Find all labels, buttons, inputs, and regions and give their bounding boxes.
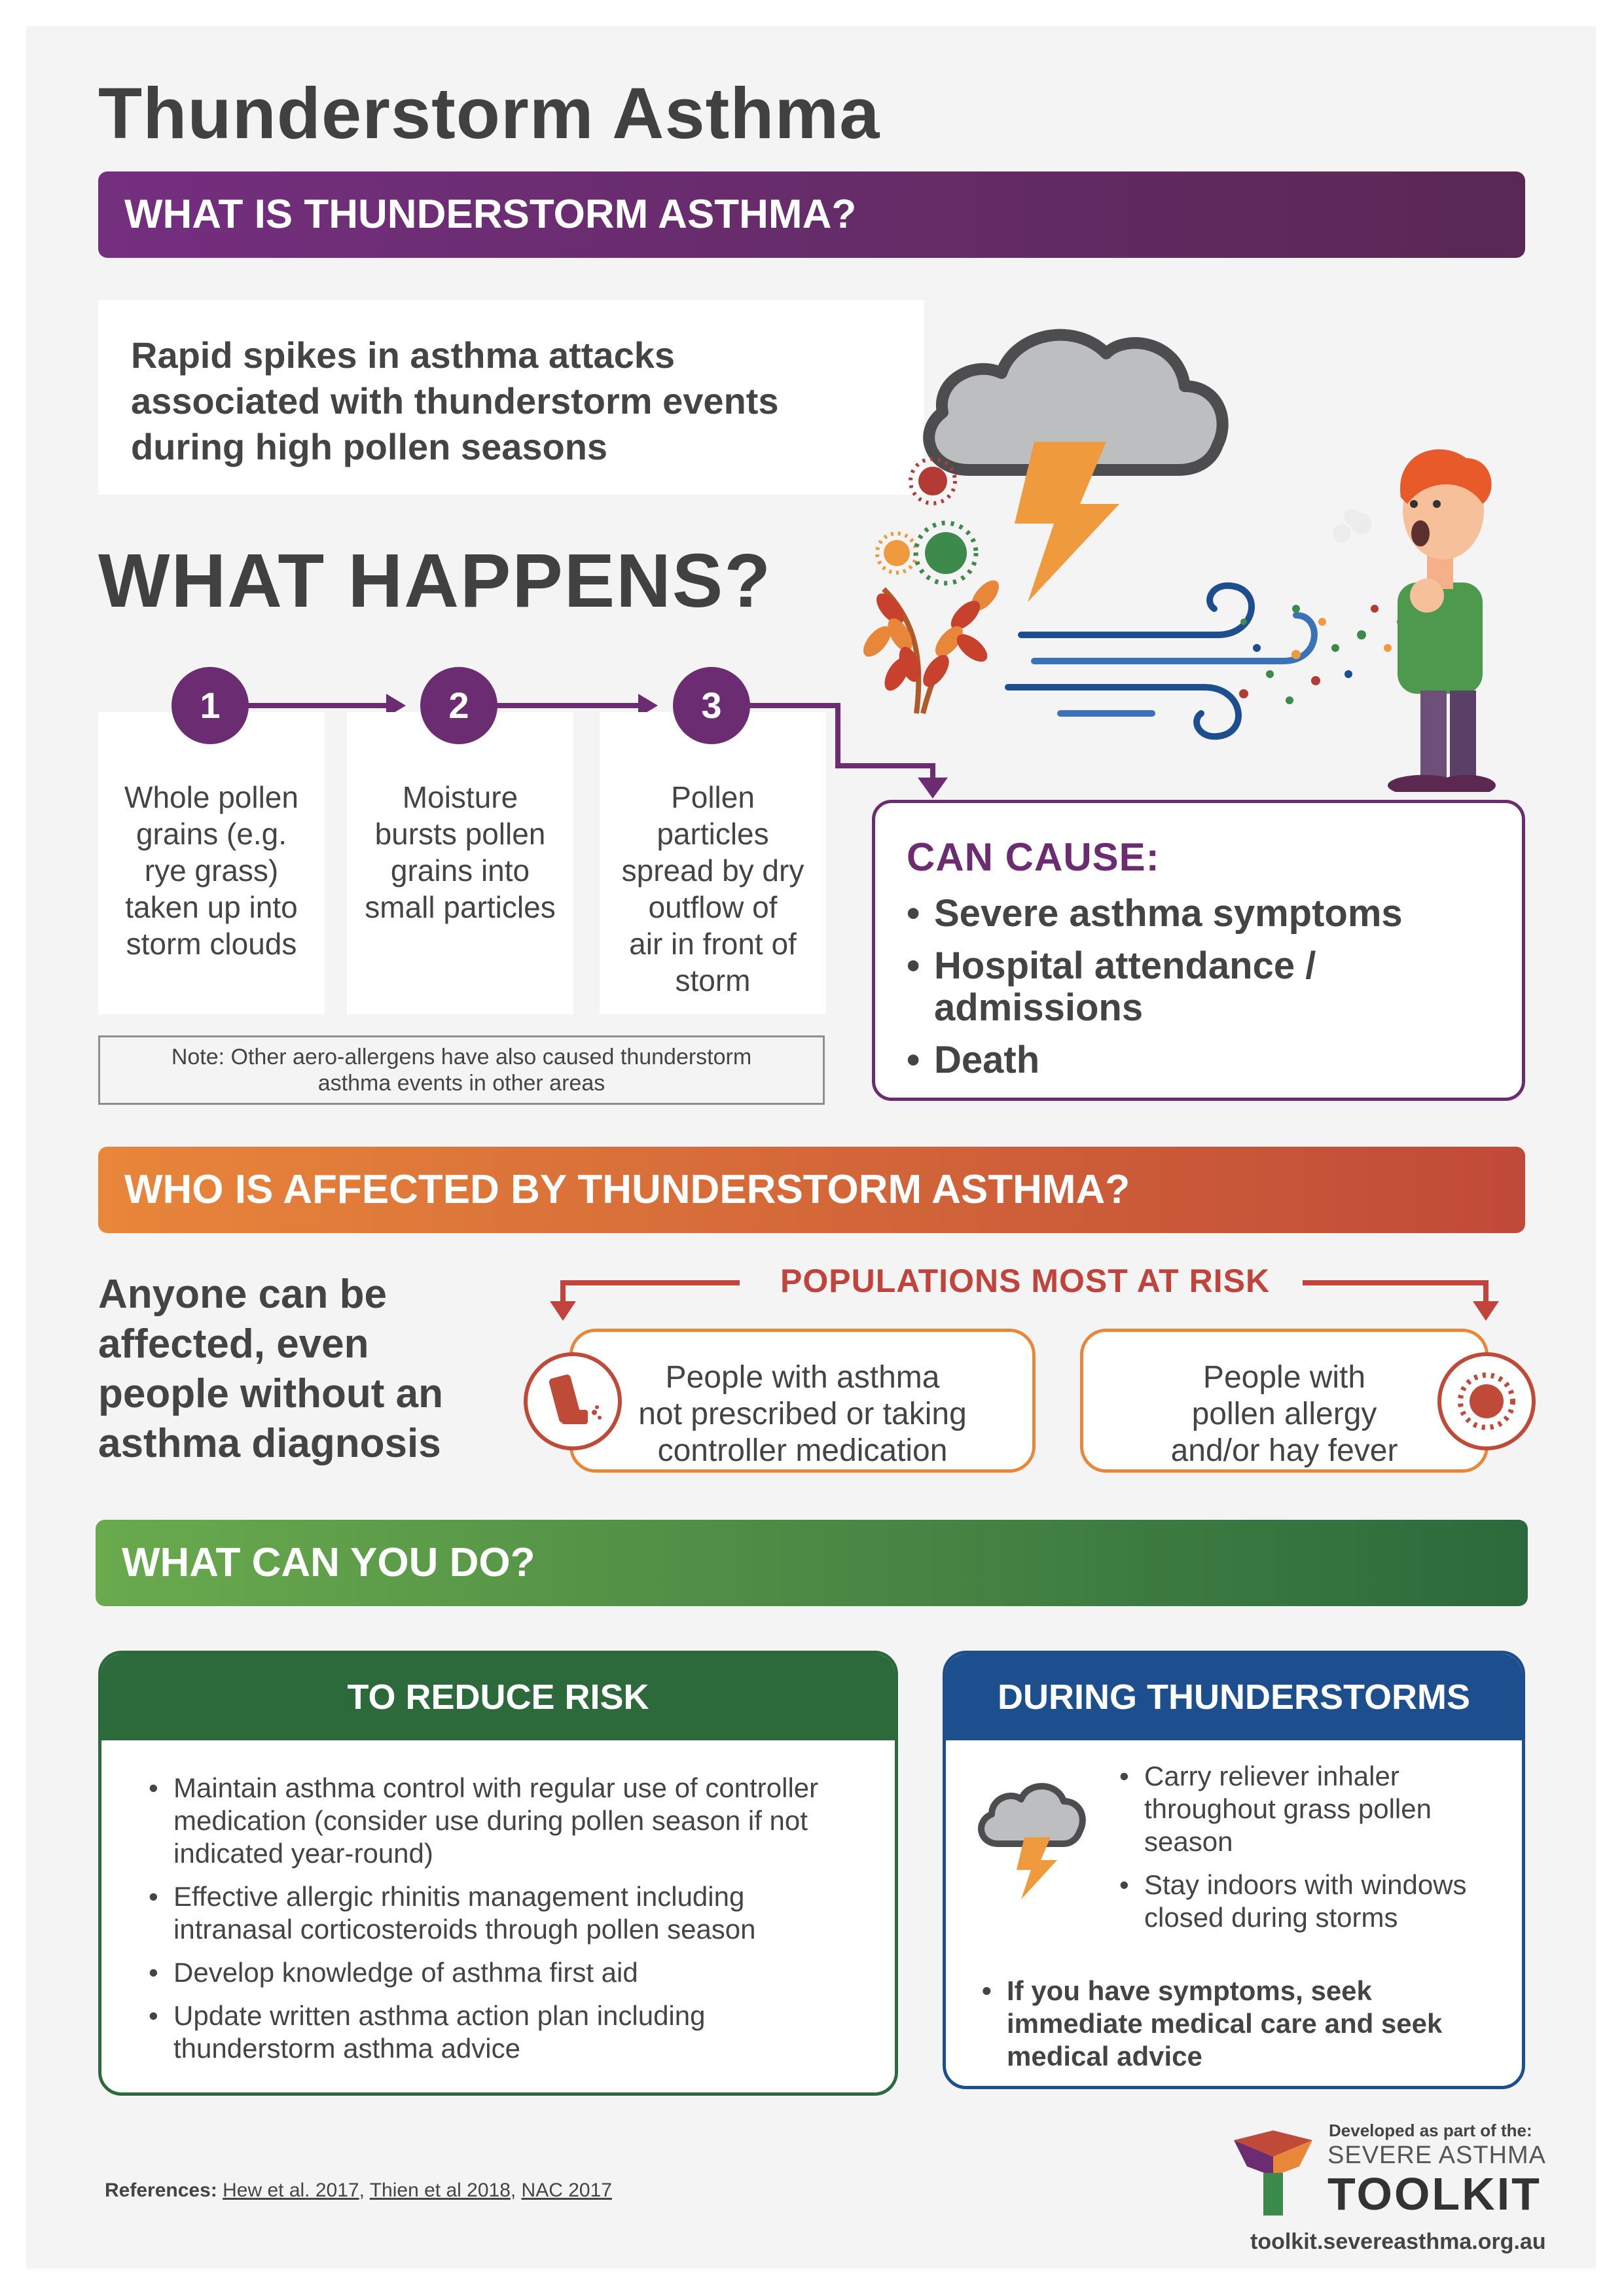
risk-text: People with	[1202, 1360, 1366, 1395]
section-heading-what-can-you-do: WHAT CAN YOU DO?	[96, 1520, 1528, 1606]
risk-text: People with asthma	[665, 1360, 940, 1395]
definition-line: during high pollen seasons	[131, 426, 608, 467]
step-text: particles	[657, 817, 769, 851]
during-bold-list	[982, 1975, 1506, 2083]
section-heading-who-affected: WHO IS AFFECTED BY THUNDERSTORM ASTHMA?	[98, 1147, 1525, 1233]
reduce-risk-title: TO REDUCE RISK	[101, 1654, 895, 1740]
reduce-risk-item: • Effective allergic rhinitis management including intranasal corticosteroids through pollen season	[149, 1880, 856, 1946]
references-label: References:	[105, 2179, 217, 2201]
anyone-line: affected, even	[98, 1321, 369, 1367]
wind-icon	[1008, 586, 1314, 736]
reduce-risk-item: • Update written asthma action plan including thunderstorm asthma advice	[149, 2000, 856, 2065]
risk-text: not prescribed or taking	[638, 1397, 967, 1431]
during-list	[1119, 1760, 1506, 1945]
note-box	[98, 1035, 825, 1105]
reference-link[interactable]: Hew et al. 2017	[223, 2179, 359, 2201]
what-happens-heading: WHAT HAPPENS?	[98, 538, 772, 623]
brand-subtitle: SEVERE ASTHMA	[1327, 2142, 1546, 2169]
pollen-icon	[1437, 1352, 1536, 1450]
reduce-risk-item: • Maintain asthma control with regular use of controller medication (consider use during pollen season if not indicated year-round)	[149, 1772, 856, 1870]
anyone-line: people without an	[98, 1371, 443, 1416]
note-text: asthma events in other areas	[317, 1071, 605, 1096]
step-text: Whole pollen	[124, 780, 298, 814]
risk-box-pollen-allergy	[1080, 1329, 1489, 1473]
pollen-icon	[877, 459, 976, 583]
step-text: bursts pollen	[374, 817, 546, 851]
during-item: • Carry reliever inhaler throughout grass pollen season	[1119, 1760, 1506, 1858]
populations-title: POPULATIONS MOST AT RISK	[780, 1263, 1271, 1299]
step-number-3: 3	[673, 667, 750, 744]
definition-line: Rapid spikes in asthma attacks	[131, 334, 676, 376]
storm-cloud-icon	[965, 1772, 1096, 1903]
cause-item: • Severe asthma symptoms	[907, 893, 1522, 935]
definition-box	[98, 300, 924, 495]
reduce-risk-item: • Develop knowledge of asthma first aid	[149, 1956, 856, 1989]
step-card-1	[98, 712, 325, 1014]
reference-link[interactable]: NAC 2017	[521, 2179, 612, 2201]
definition-line: associated with thunderstorm events	[131, 380, 779, 422]
cause-list	[907, 893, 1522, 1081]
risk-box-asthma	[569, 1329, 1036, 1473]
risk-text: controller medication	[657, 1433, 948, 1468]
risk-text: pollen allergy	[1191, 1397, 1377, 1431]
step-text: spread by dry	[621, 853, 804, 888]
during-item: • Stay indoors with windows closed during storms	[1119, 1869, 1506, 1934]
step-text: grains into	[390, 853, 530, 888]
step-text: small particles	[365, 890, 556, 924]
reduce-risk-panel	[98, 1651, 898, 2096]
step-number-2: 2	[420, 667, 497, 744]
during-bold-item: • If you have symptoms, seek immediate medical care and seek medical advice	[982, 1975, 1506, 2073]
step-card-2	[347, 712, 573, 1014]
reduce-risk-list	[101, 1740, 895, 2065]
during-thunderstorms-panel	[943, 1651, 1525, 2089]
step-text: taken up into	[125, 890, 298, 924]
reference-link[interactable]: Thien et al 2018	[369, 2179, 511, 2201]
references: References: Hew et al. 2017, Thien et al 2018, NAC 2017	[105, 2179, 612, 2201]
risk-text: and/or hay fever	[1170, 1433, 1398, 1468]
step-text: storm	[675, 963, 751, 997]
person-coughing-icon	[1333, 450, 1496, 793]
particle-dots-icon	[1239, 592, 1417, 704]
step-text: outflow of	[648, 890, 778, 924]
during-thunderstorms-title: DURING THUNDERSTORMS	[946, 1654, 1522, 1740]
toolkit-logo-icon	[1227, 2127, 1319, 2219]
note-text: Note: Other aero-allergens have also caused thunderstorm	[171, 1045, 752, 1069]
developed-by-label: Developed as part of the:	[1329, 2121, 1532, 2140]
step-text: air in front of	[629, 927, 797, 961]
page-title: Thunderstorm Asthma	[98, 73, 880, 154]
brand-name: TOOLKIT	[1327, 2168, 1542, 2219]
step-text: storm clouds	[126, 927, 297, 961]
step-text: Moisture	[402, 780, 518, 814]
anyone-line: Anyone can be	[98, 1272, 387, 1317]
anyone-line: asthma diagnosis	[98, 1421, 441, 1466]
step-text: rye grass)	[144, 853, 279, 888]
can-cause-box	[872, 800, 1525, 1101]
website-link[interactable]: toolkit.severeasthma.org.au	[1250, 2229, 1546, 2254]
cause-item: • Hospital attendance / admissions	[907, 945, 1405, 1029]
can-cause-title: CAN CAUSE:	[907, 835, 1160, 879]
section-heading-what-is: WHAT IS THUNDERSTORM ASTHMA?	[98, 171, 1525, 258]
inhaler-icon	[524, 1352, 622, 1450]
cause-item: • Death	[907, 1039, 1522, 1081]
step-number-1: 1	[171, 667, 249, 744]
anyone-affected-text	[98, 1270, 443, 1469]
step-text: grains (e.g.	[135, 817, 287, 851]
step-text: Pollen	[671, 780, 755, 814]
step-card-3	[600, 712, 826, 1014]
